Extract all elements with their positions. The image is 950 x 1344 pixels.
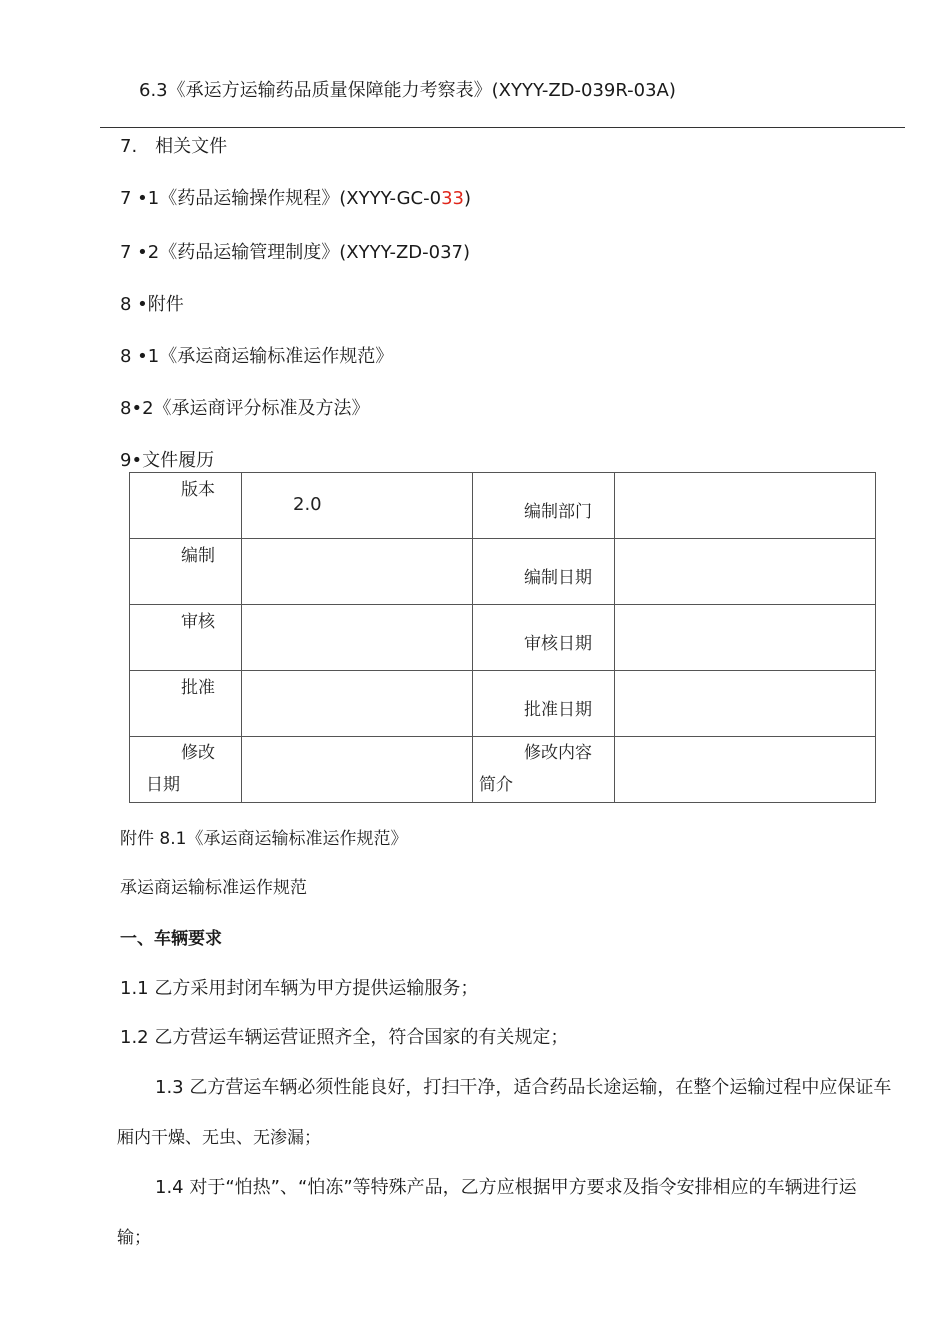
approval-date-label: 批准日期 (524, 700, 592, 720)
clause-1-4-line1: 1.4 对于“怕热”、“怕冻”等特殊产品，乙方应根据甲方要求及指令安排相应的车辆进行运 (155, 1177, 857, 1198)
version-label: 版本 (181, 480, 215, 500)
item-7-1-text: 7 •1《药品运输操作规程》(XYYY-GC-0 (120, 188, 442, 209)
revision-summary-label-line2: 简介 (479, 775, 513, 795)
item-7-1-close: ) (463, 188, 472, 209)
revision-summary-value-cell (615, 737, 876, 803)
revision-summary-label-line1: 修改内容 (524, 743, 592, 763)
prepared-date-value-cell (615, 539, 876, 605)
approved-by-label-cell (130, 671, 242, 737)
document-history-table (129, 472, 876, 803)
table-row (130, 671, 876, 737)
revision-date-label-line2: 日期 (146, 775, 180, 795)
annex-title: 承运商运输标准运作规范 (120, 878, 307, 898)
table-row (130, 473, 876, 539)
item-8-2: 8•2《承运商评分标准及方法》 (120, 398, 370, 419)
approval-date-label-cell (473, 671, 615, 737)
annex-8-1-reference: 附件 8.1《承运商运输标准运作规范》 (120, 829, 408, 849)
version-label-cell (130, 473, 242, 539)
clause-1-4-line2: 输； (117, 1228, 151, 1248)
reviewed-by-value-cell (242, 605, 473, 671)
dept-label: 编制部门 (524, 502, 592, 522)
review-date-label: 审核日期 (524, 634, 592, 654)
table-row (130, 737, 876, 803)
clause-1-3-line2: 厢内干燥、无虫、无渗漏； (117, 1128, 321, 1148)
clause-1-2: 1.2 乙方营运车辆运营证照齐全，符合国家的有关规定； (120, 1027, 569, 1048)
item-8-1: 8 •1《承运商运输标准运作规范》 (120, 346, 394, 367)
section-7-heading: 7. 相关文件 (120, 136, 228, 157)
table-row (130, 605, 876, 671)
prepared-by-label: 编制 (181, 546, 215, 566)
clause-1-3-line1: 1.3 乙方营运车辆必须性能良好，打扫干净，适合药品长途运输，在整个运输过程中应保证车 (155, 1077, 892, 1098)
revision-date-label-line1: 修改 (181, 743, 215, 763)
prepared-by-label-cell (130, 539, 242, 605)
version-value: 2.0 (293, 494, 322, 515)
approved-by-label: 批准 (181, 678, 215, 698)
item-7-1-red-digits: 33 (441, 188, 464, 209)
approval-date-value-cell (615, 671, 876, 737)
item-7-1 (120, 188, 471, 210)
section-9-heading: 9•文件履历 (120, 450, 215, 471)
prepared-date-label: 编制日期 (524, 568, 592, 588)
section-vehicle-requirements: 一、车辆要求 (120, 929, 222, 949)
review-date-label-cell (473, 605, 615, 671)
item-6-3: 6.3《承运方运输药品质量保障能力考察表》(XYYY-ZD-039R-03A) (139, 80, 676, 101)
review-date-value-cell (615, 605, 876, 671)
reviewed-by-label: 审核 (181, 612, 215, 632)
table-row (130, 539, 876, 605)
version-value-cell (242, 473, 473, 539)
item-7-2: 7 •2《药品运输管理制度》(XYYY-ZD-037) (120, 242, 471, 263)
dept-value-cell (615, 473, 876, 539)
revision-summary-label-cell (473, 737, 615, 803)
prepared-by-value-cell (242, 539, 473, 605)
prepared-date-label-cell (473, 539, 615, 605)
revision-date-label-cell (130, 737, 242, 803)
reviewed-by-label-cell (130, 605, 242, 671)
approved-by-value-cell (242, 671, 473, 737)
section-8-heading: 8 •附件 (120, 294, 184, 315)
clause-1-1: 1.1 乙方采用封闭车辆为甲方提供运输服务； (120, 978, 479, 999)
dept-label-cell (473, 473, 615, 539)
divider-line (100, 127, 905, 128)
revision-date-value-cell (242, 737, 473, 803)
